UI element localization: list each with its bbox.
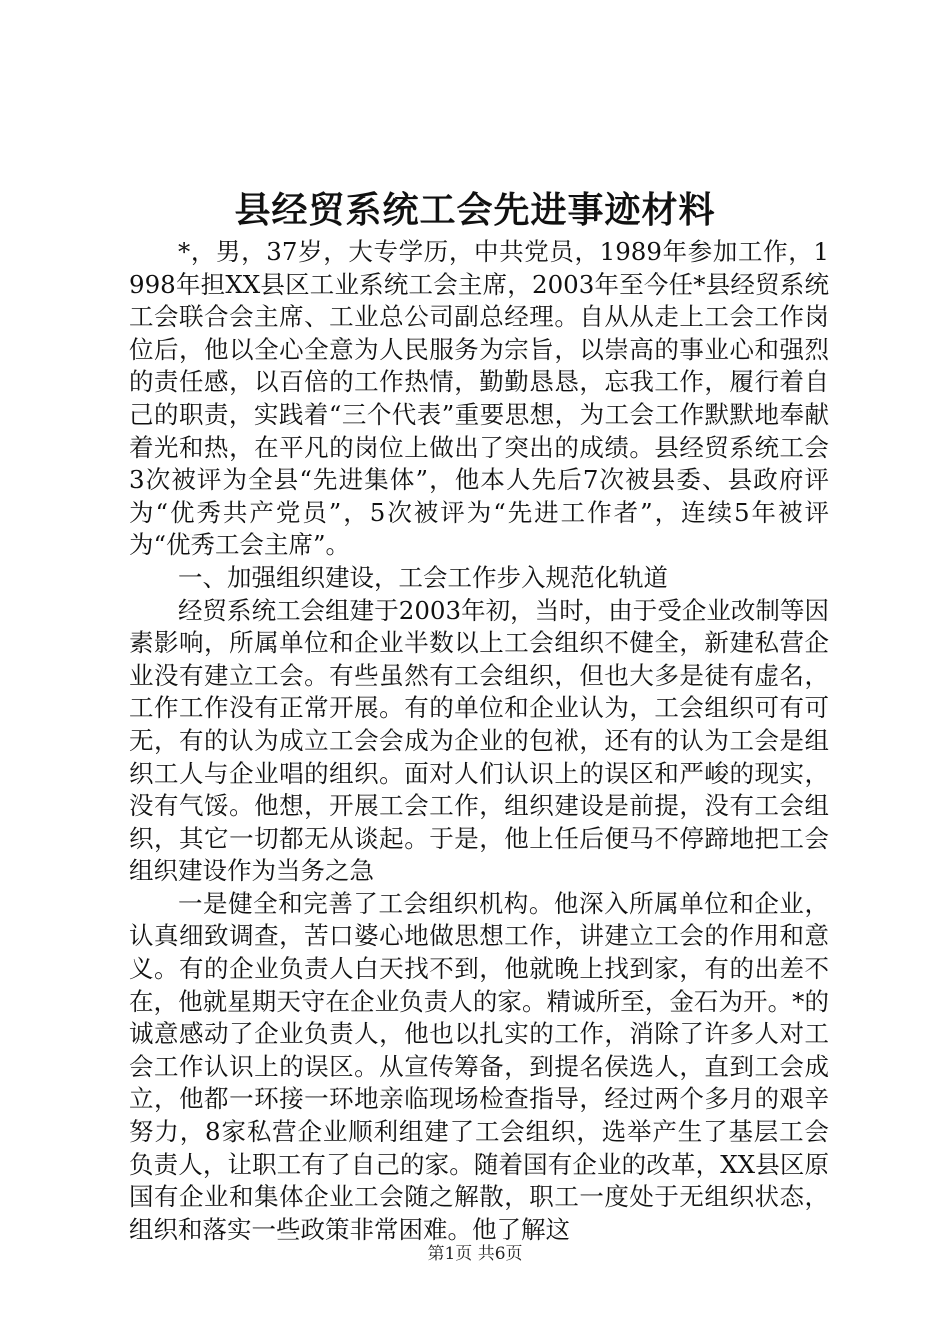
section-heading-1: 一、加强组织建设，工会工作步入规范化轨道 <box>178 562 668 592</box>
paragraph-organization: 经贸系统工会组建于2003年初，当时，由于受企业改制等因素影响，所属单位和企业半数以上工会组织不健全，新建私营企业没有建立工会。有些虽然有工会组织，但也大多是徒有虚名，工作工作没有正常开展。有的单位和企业认为，工会组织可有可无，有的认为成立工会会成为企业的包袱，还有的认为工会是组织工人与企业唱的组织。面对人们认识上的误区和严峻的现实，没有气馁。他想，开展工会工作，组织建设是前提，没有工会组织，其它一切都无从谈起。于是，他上任后便马不停蹄地把工会组织建设作为当务之急 <box>129 595 829 886</box>
paragraph-point-1: 一是健全和完善了工会组织机构。他深入所属单位和企业，认真细致调查，苦口婆心地做思想工作，讲建立工会的作用和意义。有的企业负责人白天找不到，他就晚上找到家，有的出差不在，他就星期天守在企业负责人的家。精诚所至，金石为开。*的诚意感动了企业负责人，他也以扎实的工作，消除了许多人对工会工作认识上的误区。从宣传筹备，到提名侯选人，直到工会成立，他都一环接一环地亲临现场检查指导，经过两个多月的艰辛努力，8家私营企业顺利组建了工会组织，选举产生了基层工会负责人，让职工有了自己的家。随着国有企业的改革，XX县区原国有企业和集体企业工会随之解散，职工一度处于无组织状态，组织和落实一些政策非常困难。他了解这 <box>129 888 829 1244</box>
document-body <box>129 236 829 1246</box>
paragraph-intro: *，男，37岁，大专学历，中共党员，1989年参加工作，1998年担XX县区工业系统工会主席，2003年至今任*县经贸系统工会联合会主席、工业总公司副总经理。自从从走上工会工作岗位后，他以全心全意为人民服务为宗旨，以崇高的事业心和强烈的责任感，以百倍的工作热情，勤勤恳恳，忘我工作，履行着自己的职责，实践着“三个代表”重要思想，为工会工作默默地奉献着光和热，在平凡的岗位上做出了突出的成绩。县经贸系统工会3次被评为全县“先进集体”，他本人先后7次被县委、县政府评为“优秀共产党员”，5次被评为“先进工作者”，连续5年被评为“优秀工会主席”。 <box>129 237 829 560</box>
page-footer: 第1页 共6页 <box>427 1244 523 1264</box>
document-title: 县经贸系统工会先进事迹材料 <box>234 189 716 231</box>
